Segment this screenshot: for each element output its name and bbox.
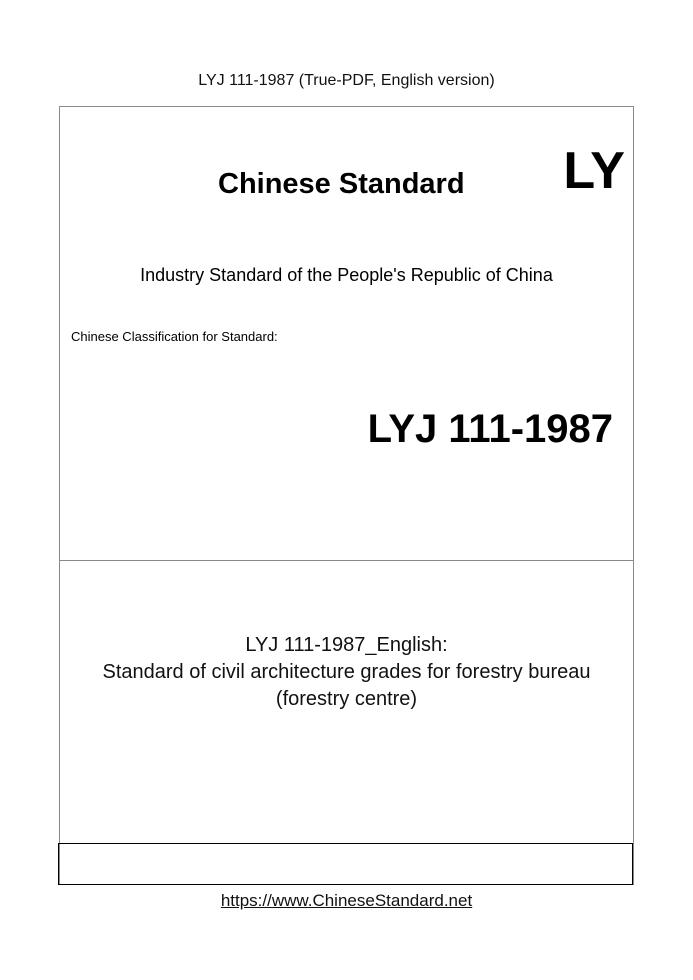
document-frame (59, 106, 634, 885)
cover-title: Chinese Standard (218, 168, 465, 200)
website-link[interactable]: https://www.ChineseStandard.net (220, 891, 473, 910)
title-line-2: Standard of civil architecture grades for forestry bureau (102, 661, 591, 683)
cover-section (60, 107, 633, 561)
standard-number: LYJ 111-1987 (367, 407, 613, 451)
title-line-1: LYJ 111-1987_English: (245, 634, 448, 656)
standard-code: LY (563, 142, 625, 200)
footer-box (58, 843, 633, 885)
document-title-block (60, 632, 633, 713)
page-header: LYJ 111-1987 (True-PDF, English version) (198, 72, 495, 89)
classification-label: Chinese Classification for Standard: (71, 329, 278, 344)
title-line-3: (forestry centre) (275, 688, 418, 710)
cover-subtitle: Industry Standard of the People's Republic of China (140, 265, 553, 285)
